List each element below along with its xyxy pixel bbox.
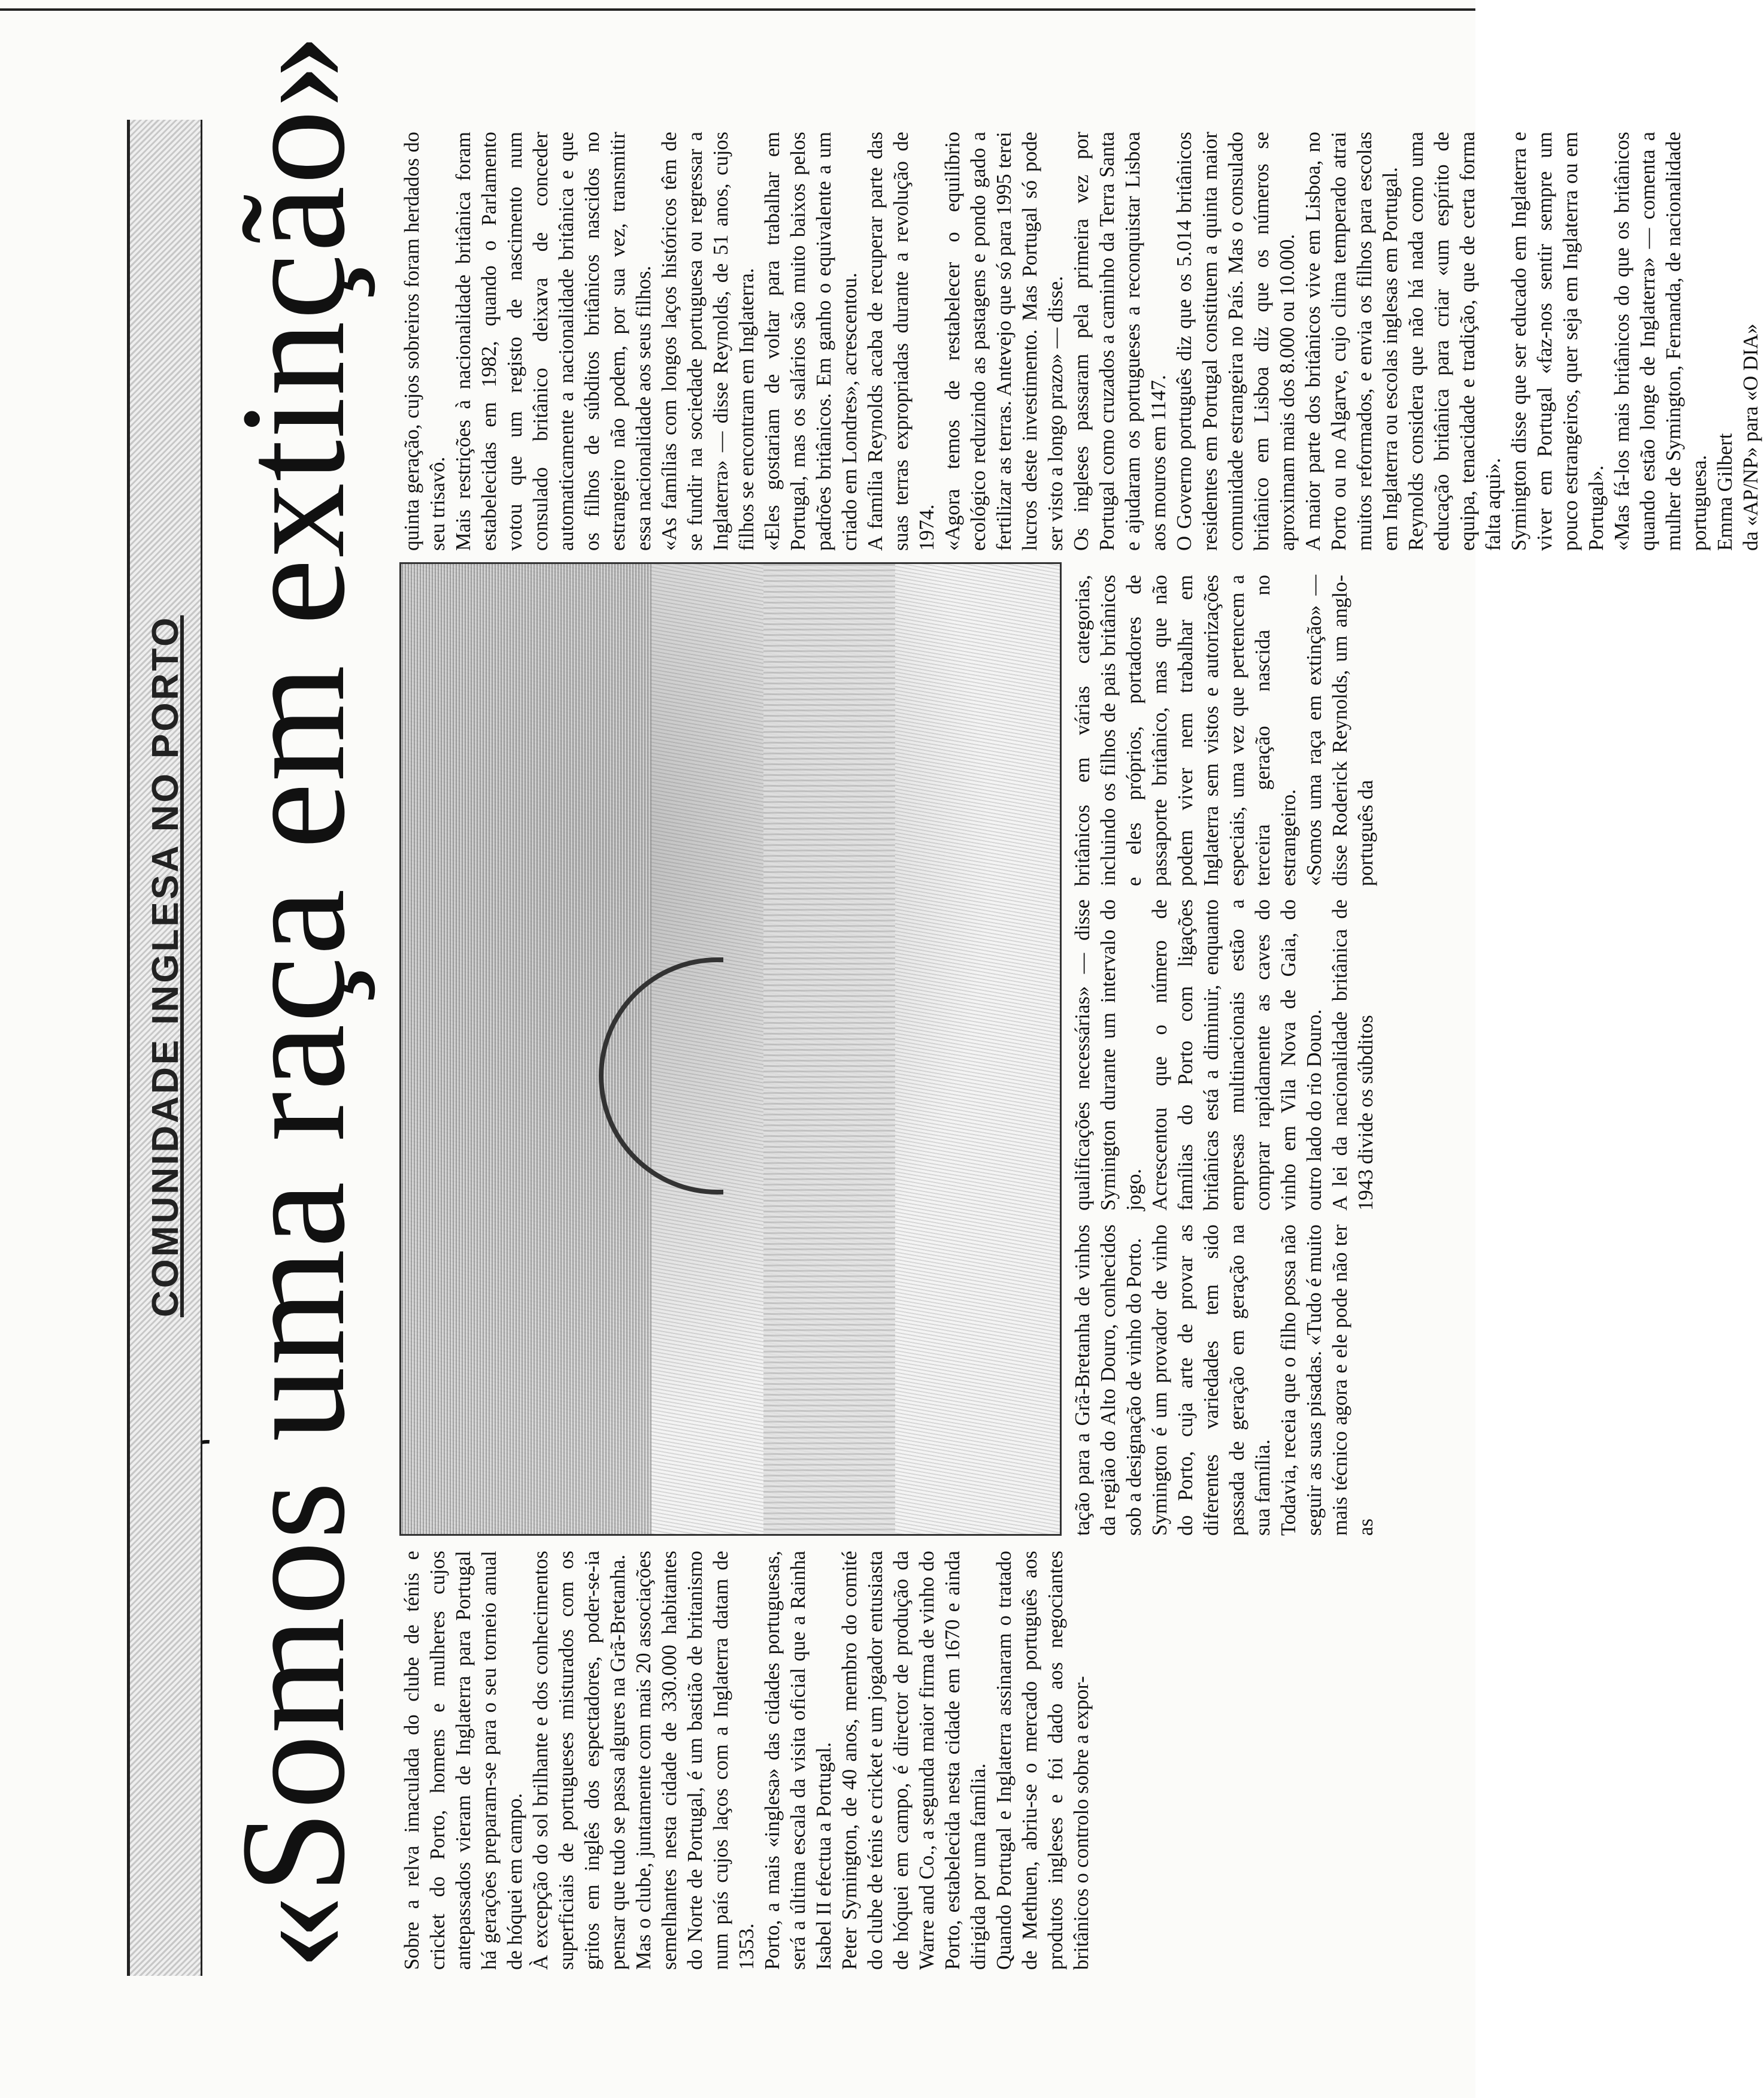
- photo-porto-river-bridge: [399, 562, 1062, 1536]
- section-title: COMUNIDADE INGLESA NO PORTO: [145, 615, 186, 1317]
- article-column-3: qualificações necessárias» — disse Symington durante um intervalo do jogo. Acrescentou que o número de famílias do Porto com ligações britânicas está a diminuir, enquanto empresas multinacionais estão a comprar rapidamente as caves do vinho em Vila Nova de Gaia, do outro lado do rio Douro. A lei da nacionalidade britânica de 1943 divide os súbditos: [1071, 899, 1377, 1211]
- top-rule: [0, 8, 1475, 11]
- photo-river: [763, 564, 895, 1534]
- headline: «Somos uma raça em extinção»: [210, 32, 376, 1970]
- article-column-4: britânicos em várias categorias, incluindo os filhos de pais britânicos e eles próprios, portadores de passaporte britânico, mas que não podem viver nem trabalhar em Inglaterra sem vistos e autorizações especiais, uma vez que pertencem a terceira geração nascida no estrangeiro. «Somos uma raça em extinção» — disse Roderick Reynolds, um anglo-português da: [1071, 575, 1377, 886]
- article-column-2: tação para a Grã-Bretanha de vinhos da região do Alto Douro, conhecidos sob a designação de vinho do Porto. Symington é um provador de vinho do Porto, cuja arte de provar as diferentes variedades tem sido passada de geração em geração na sua família. Todavia, receia que o filho possa não seguir as suas pisadas. «Tudo é muito mais técnico agora e ele pode não ter as: [1071, 1224, 1377, 1536]
- article-column-1: Sobre a relva imaculada do clube de ténis e cricket do Porto, homens e mulheres cujos antepassados vieram de Inglaterra para Portugal há gerações preparam-se para o seu torneio anual de hóquei em campo. À excepção do sol brilhante e dos conhecimentos superficiais de portugueses misturados com os gritos em inglês dos espectadores, poder-se-ia pensar que tudo se passa algures na Grã-Bretanha. Mas o clube, juntamente com mais 20 associações semelhantes nesta cidade de 330.000 habitantes do Norte de Portugal, é um bastião de britanismo num país cujos laços com a Inglaterra datam de 1353. Porto, a mais «inglesa» das cidades portuguesas, será a última escala da visita oficial que a Rainha Isabel II efectua a Portugal. Peter Symington, de 40 anos, membro do comité do clube de ténis e cricket e um jogador entusiasta de hóquei em campo, é director de produção da Warre and Co., a segunda maior firma de vinho do Porto, estabelecida nesta cidade em 1670 e ainda dirigida por uma família. Quando Portugal e Inglaterra assinaram o tratado de Methuen, abriu-se o mercado português aos produtos ingleses e foi dado aos negociantes britânicos o controlo sobre a expor-: [401, 1551, 1093, 1970]
- article-column-5: [399, 132, 1762, 551]
- section-header: [127, 120, 202, 1976]
- author: Emma Gilbert: [1714, 433, 1736, 551]
- newspaper-article: [127, 32, 1762, 1976]
- article-column-5-text: quinta geração, cujos sobreiros foram herdados do seu trisavô. Mais restrições à nacionalidade britânica foram estabelecidas em 1982, quando o Parlamento votou que um registo de nascimento num consulado britânico deixava de conceder automaticamente a nacionalidade britânica e que os filhos de súbditos britânicos nascidos no estrangeiro não podem, por sua vez, transmitir essa nacionalidade aos seus filhos. «As famílias com longos laços históricos têm de se fundir na sociedade portuguesa ou regressar a Inglaterra» — disse Reynolds, de 51 anos, cujos filhos se encontram em Inglaterra. «Eles gostariam de voltar para trabalhar em Portugal, mas os salários são muito baixos pelos padrões britânicos. Em ganho o equivalente a um criado em Londres», acrescentou. A família Reynolds acaba de recuperar parte das suas terras expropriadas durante a revolução de 1974. «Agora temos de restabelecer o equilíbrio ecológico reduzindo as pastagens e pondo gado a fertilizar as terras. Antevejo que só para 1995 terei lucros deste investimento. Mas Portugal só pode ser visto a longo prazo» — disse. Os ingleses passaram pela primeira vez por Portugal como cruzados a caminho da Terra Santa e ajudaram os portugueses a reconquistar Lisboa aos mouros em 1147. O Governo português diz que os 5.014 britânicos residentes em Portugal constituem a quinta maior comunidade estrangeira no País. Mas o consulado britânico em Lisboa diz que os números se aproximam mais dos 8.000 ou 10.000. A maior parte dos britânicos vive em Lisboa, no Porto ou no Algarve, cujo clima temperado atrai muitos reformados, e envia os filhos para escolas em Inglaterra ou escolas inglesas em Portugal. Reynolds considera que não há nada como uma educação britânica para criar «um espírito de equipa, tenacidade e tradição, que de certa forma falta aqui». Symington disse que ser educado em Inglaterra e viver em Portugal «faz-nos sentir sempre um pouco estrangeiros, quer seja em Inglaterra ou em Portugal». «Mas fá-los mais britânicos do que os britânicos quando estão longe de Inglaterra» — comenta a mulher de Symington, Fernanda, de nacionalidade portuguesa.: [401, 132, 1711, 551]
- agency: da «AP/NP» para «O DIA»: [1739, 323, 1762, 551]
